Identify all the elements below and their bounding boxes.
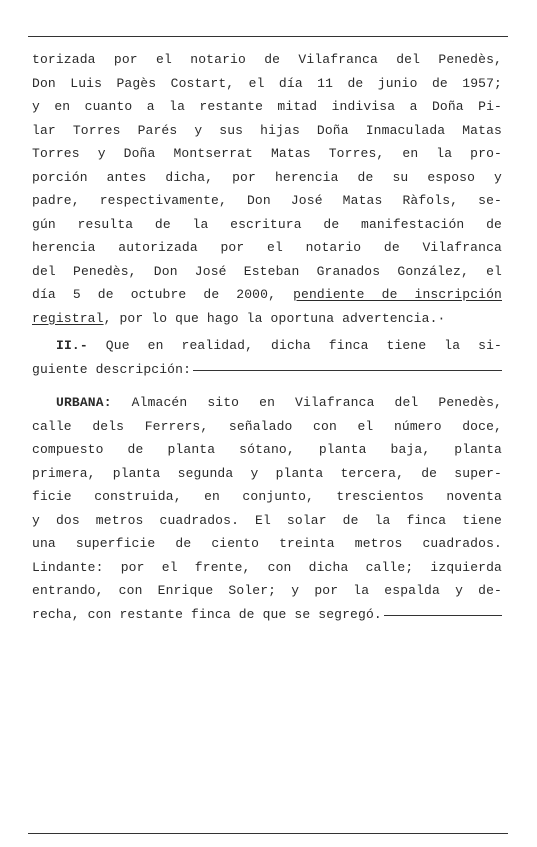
text-line-with-fill [32,358,502,382]
text-line: padre, respectivamente, Don José Matas Ràfols, se- [32,193,502,208]
bottom-border-rule [28,833,508,834]
text-line [32,283,502,307]
text-line: Torres y Doña Montserrat Matas Torres, en la pro- [32,146,502,161]
text-line: y dos metros cuadrados. El solar de la finca tiene [32,512,502,528]
text-fragment: guiente descripción: [32,361,192,377]
text-line: del Penedès, Don José Esteban Granados González, el [32,263,502,279]
text-line: ficie construida, en conjunto, trescientos noventa [32,489,502,504]
text-line: porción antes dicha, por herencia de su esposo y [32,169,502,185]
underlined-text: pendiente de inscripción [293,287,502,302]
text-fragment: Almacén sito en Vilafranca del Penedès, [131,395,502,410]
fill-line [384,615,502,616]
text-fragment: , por lo que hago la oportuna advertencia.· [103,310,446,326]
text-fragment: día 5 de octubre de 2000, [32,287,277,302]
fill-line [193,370,502,371]
text-line: compuesto de planta sótano, planta baja, planta [32,442,502,457]
text-line-with-fill [32,603,502,627]
text-line: una superficie de ciento treinta metros cuadrados. [32,536,502,551]
text-line: herencia autorizada por el notario de Vilafranca [32,240,502,255]
document-body [32,48,502,626]
text-line: entrando, con Enrique Soler; y por la espalda y de- [32,583,502,598]
section-ii-heading: II.- [56,338,88,353]
text-line: primera, planta segunda y planta tercera, de super- [32,465,502,481]
text-line: calle dels Ferrers, señalado con el número doce, [32,418,502,434]
section-ii-line [32,334,502,358]
text-line: lar Torres Parés y sus hijas Doña Inmaculada Matas [32,122,502,138]
text-line: Lindante: por el frente, con dicha calle; izquierda [32,559,502,575]
text-line: torizada por el notario de Vilafranca del Penedès, [32,52,502,67]
text-line [32,307,502,331]
underlined-text: registral [32,310,104,326]
text-line: Don Luis Pagès Costart, el día 11 de junio de 1957; [32,75,502,91]
text-fragment: Que en realidad, dicha finca tiene la si- [105,338,502,353]
urbana-heading: URBANA: [56,395,112,410]
text-fragment: recha, con restante finca de que se segregó. [32,606,382,622]
top-border-rule [28,36,508,37]
text-line: y en cuanto a la restante mitad indivisa a Doña Pi- [32,99,502,114]
section-urbana-line [32,391,502,415]
text-line: gún resulta de la escritura de manifestación de [32,216,502,232]
